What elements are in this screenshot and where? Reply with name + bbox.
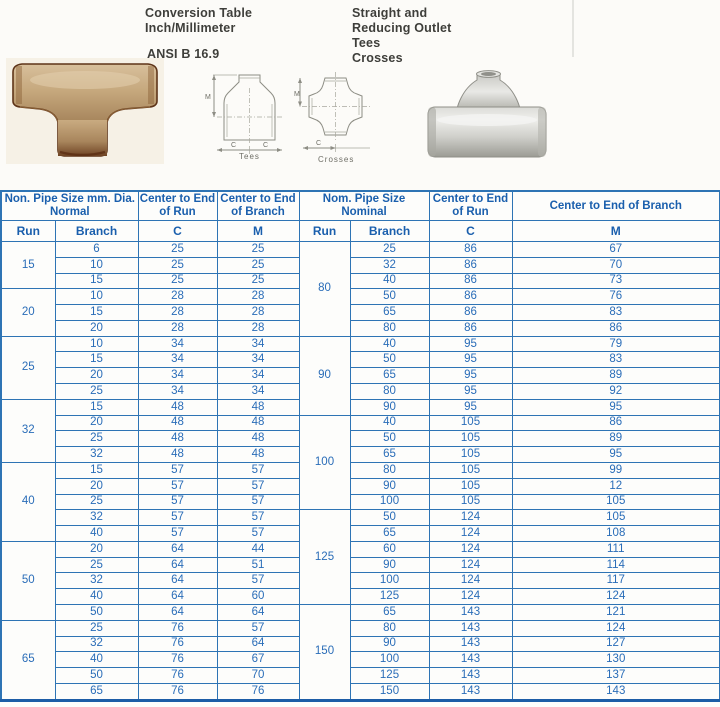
left-c-cell: 57 xyxy=(138,462,217,478)
left-c-cell: 34 xyxy=(138,336,217,352)
right-m-cell: 83 xyxy=(512,352,720,368)
right-m-cell: 83 xyxy=(512,305,720,321)
left-c-cell: 25 xyxy=(138,242,217,258)
left-c-cell: 25 xyxy=(138,273,217,289)
left-run-cell: 40 xyxy=(1,462,55,541)
right-c-cell: 95 xyxy=(429,352,512,368)
table-row xyxy=(1,462,720,478)
right-c-cell: 86 xyxy=(429,320,512,336)
right-c-cell: 95 xyxy=(429,384,512,400)
left-branch-cell: 25 xyxy=(55,494,138,510)
right-m-cell: 76 xyxy=(512,289,720,305)
left-branch-cell: 20 xyxy=(55,541,138,557)
right-c-column-header: C xyxy=(429,221,512,242)
right-c-cell: 86 xyxy=(429,242,512,258)
table-row xyxy=(1,652,720,668)
left-c-cell: 76 xyxy=(138,652,217,668)
left-c-cell: 57 xyxy=(138,478,217,494)
left-m-cell: 48 xyxy=(217,415,299,431)
left-m-cell: 48 xyxy=(217,447,299,463)
left-m-cell: 34 xyxy=(217,336,299,352)
left-m-cell: 64 xyxy=(217,604,299,620)
right-m-cell: 95 xyxy=(512,399,720,415)
right-c-cell: 105 xyxy=(429,447,512,463)
left-m-cell: 25 xyxy=(217,273,299,289)
right-m-cell: 89 xyxy=(512,368,720,384)
left-center-to-end-branch-header: Center to End of Branch xyxy=(217,191,299,221)
table-row xyxy=(1,526,720,542)
left-branch-cell: 15 xyxy=(55,399,138,415)
table-row xyxy=(1,557,720,573)
left-branch-cell: 15 xyxy=(55,352,138,368)
left-branch-cell: 32 xyxy=(55,447,138,463)
right-m-cell: 124 xyxy=(512,620,720,636)
right-m-cell: 89 xyxy=(512,431,720,447)
left-c-cell: 48 xyxy=(138,447,217,463)
left-m-cell: 70 xyxy=(217,668,299,684)
table-row xyxy=(1,589,720,605)
left-c-cell: 76 xyxy=(138,620,217,636)
top-divider-line xyxy=(572,0,574,57)
right-c-cell: 95 xyxy=(429,399,512,415)
right-m-cell: 86 xyxy=(512,320,720,336)
right-branch-cell: 65 xyxy=(350,368,429,384)
left-branch-cell: 32 xyxy=(55,636,138,652)
right-branch-cell: 150 xyxy=(350,683,429,700)
left-c-cell: 28 xyxy=(138,305,217,321)
right-m-cell: 73 xyxy=(512,273,720,289)
left-center-to-end-run-header: Center to End of Run xyxy=(138,191,217,221)
left-branch-cell: 10 xyxy=(55,289,138,305)
left-branch-cell: 50 xyxy=(55,668,138,684)
table-row xyxy=(1,368,720,384)
table-row xyxy=(1,604,720,620)
right-c-cell: 143 xyxy=(429,668,512,684)
right-run-cell: 90 xyxy=(299,336,350,415)
right-branch-cell: 90 xyxy=(350,636,429,652)
right-c-cell: 124 xyxy=(429,510,512,526)
left-branch-cell: 25 xyxy=(55,384,138,400)
left-branch-cell: 40 xyxy=(55,589,138,605)
left-m-cell: 34 xyxy=(217,352,299,368)
left-branch-cell: 6 xyxy=(55,242,138,258)
left-branch-cell: 32 xyxy=(55,510,138,526)
right-branch-cell: 50 xyxy=(350,352,429,368)
right-branch-cell: 80 xyxy=(350,320,429,336)
right-m-cell: 99 xyxy=(512,462,720,478)
left-m-cell: 57 xyxy=(217,526,299,542)
right-branch-cell: 40 xyxy=(350,273,429,289)
right-c-cell: 86 xyxy=(429,305,512,321)
right-branch-column-header: Branch xyxy=(350,221,429,242)
left-c-cell: 64 xyxy=(138,604,217,620)
right-m-cell: 95 xyxy=(512,447,720,463)
left-branch-cell: 65 xyxy=(55,683,138,700)
left-c-cell: 25 xyxy=(138,257,217,273)
left-m-cell: 48 xyxy=(217,399,299,415)
right-branch-cell: 100 xyxy=(350,494,429,510)
left-c-cell: 76 xyxy=(138,668,217,684)
right-branch-cell: 100 xyxy=(350,652,429,668)
right-c-cell: 86 xyxy=(429,289,512,305)
right-center-to-end-run-header: Center to End of Run xyxy=(429,191,512,221)
table-row xyxy=(1,242,720,258)
left-branch-cell: 15 xyxy=(55,462,138,478)
left-m-cell: 28 xyxy=(217,289,299,305)
right-m-cell: 70 xyxy=(512,257,720,273)
table-section xyxy=(0,190,720,702)
right-m-cell: 79 xyxy=(512,336,720,352)
right-c-cell: 124 xyxy=(429,526,512,542)
left-c-cell: 64 xyxy=(138,541,217,557)
left-c-cell: 64 xyxy=(138,557,217,573)
left-m-cell: 34 xyxy=(217,384,299,400)
right-branch-cell: 90 xyxy=(350,399,429,415)
right-m-cell: 121 xyxy=(512,604,720,620)
table-row xyxy=(1,668,720,684)
left-branch-cell: 25 xyxy=(55,431,138,447)
right-m-cell: 137 xyxy=(512,668,720,684)
left-c-cell: 57 xyxy=(138,494,217,510)
bronze-tee-photo xyxy=(6,58,164,164)
right-c-cell: 105 xyxy=(429,431,512,447)
right-branch-cell: 65 xyxy=(350,447,429,463)
left-m-cell: 57 xyxy=(217,494,299,510)
left-run-cell: 15 xyxy=(1,242,55,289)
left-m-cell: 28 xyxy=(217,320,299,336)
title-line-1: Conversion Table xyxy=(145,6,253,20)
right-run-column-header: Run xyxy=(299,221,350,242)
page-header xyxy=(0,0,720,190)
table-row xyxy=(1,305,720,321)
right-branch-cell: 125 xyxy=(350,589,429,605)
right-m-cell: 105 xyxy=(512,494,720,510)
right-run-cell: 80 xyxy=(299,242,350,337)
left-c-cell: 28 xyxy=(138,320,217,336)
right-m-cell: 86 xyxy=(512,415,720,431)
table-row xyxy=(1,620,720,636)
left-run-cell: 50 xyxy=(1,541,55,620)
left-m-cell: 28 xyxy=(217,305,299,321)
right-m-cell: 111 xyxy=(512,541,720,557)
left-m-cell: 25 xyxy=(217,242,299,258)
left-branch-cell: 32 xyxy=(55,573,138,589)
product-subtitle xyxy=(352,6,452,66)
table-row xyxy=(1,273,720,289)
right-m-cell: 105 xyxy=(512,510,720,526)
left-branch-cell: 50 xyxy=(55,604,138,620)
right-c-cell: 95 xyxy=(429,368,512,384)
right-c-cell: 105 xyxy=(429,478,512,494)
left-branch-column-header: Branch xyxy=(55,221,138,242)
table-header-row-groups xyxy=(1,191,720,221)
right-c-cell: 143 xyxy=(429,604,512,620)
crosses-diagram xyxy=(294,70,378,164)
table-row xyxy=(1,573,720,589)
right-m-cell: 12 xyxy=(512,478,720,494)
left-branch-cell: 20 xyxy=(55,478,138,494)
left-run-cell: 32 xyxy=(1,399,55,462)
left-m-cell: 57 xyxy=(217,462,299,478)
left-branch-cell: 15 xyxy=(55,273,138,289)
right-m-cell: 117 xyxy=(512,573,720,589)
tees-m-dim-label: M xyxy=(205,94,211,101)
tees-diagram xyxy=(203,64,291,160)
left-m-cell: 76 xyxy=(217,683,299,700)
right-branch-cell: 40 xyxy=(350,336,429,352)
right-c-cell: 143 xyxy=(429,636,512,652)
right-branch-cell: 32 xyxy=(350,257,429,273)
left-m-cell: 57 xyxy=(217,510,299,526)
subtitle-line-2: Reducing Outlet xyxy=(352,21,452,35)
left-branch-cell: 20 xyxy=(55,368,138,384)
table-row xyxy=(1,541,720,557)
right-c-cell: 95 xyxy=(429,336,512,352)
table-row xyxy=(1,384,720,400)
table-row xyxy=(1,289,720,305)
left-c-cell: 48 xyxy=(138,431,217,447)
right-branch-cell: 125 xyxy=(350,668,429,684)
right-center-to-end-branch-header: Center to End of Branch xyxy=(512,191,720,221)
left-c-cell: 34 xyxy=(138,384,217,400)
right-m-cell: 143 xyxy=(512,683,720,700)
subtitle-line-3: Tees xyxy=(352,36,381,50)
left-c-cell: 57 xyxy=(138,526,217,542)
left-c-cell: 48 xyxy=(138,399,217,415)
right-branch-cell: 80 xyxy=(350,620,429,636)
right-c-cell: 86 xyxy=(429,273,512,289)
left-branch-cell: 20 xyxy=(55,320,138,336)
left-c-cell: 64 xyxy=(138,573,217,589)
table-row xyxy=(1,336,720,352)
left-m-cell: 57 xyxy=(217,478,299,494)
title-line-2: Inch/Millimeter xyxy=(145,21,236,35)
tees-c-dim-label-1: C xyxy=(231,142,237,149)
left-branch-cell: 10 xyxy=(55,257,138,273)
right-c-cell: 124 xyxy=(429,557,512,573)
left-branch-cell: 25 xyxy=(55,557,138,573)
table-row xyxy=(1,352,720,368)
ansi-standard-label: ANSI B 16.9 xyxy=(147,47,220,61)
right-branch-cell: 50 xyxy=(350,289,429,305)
left-branch-cell: 20 xyxy=(55,415,138,431)
right-branch-cell: 65 xyxy=(350,526,429,542)
right-c-cell: 143 xyxy=(429,652,512,668)
left-c-cell: 28 xyxy=(138,289,217,305)
left-c-cell: 64 xyxy=(138,589,217,605)
left-m-cell: 51 xyxy=(217,557,299,573)
right-c-cell: 105 xyxy=(429,462,512,478)
left-run-cell: 20 xyxy=(1,289,55,336)
right-branch-cell: 80 xyxy=(350,462,429,478)
left-branch-cell: 25 xyxy=(55,620,138,636)
left-m-column-header: M xyxy=(217,221,299,242)
tees-c-dim-label-2: C xyxy=(263,142,269,149)
right-c-cell: 124 xyxy=(429,589,512,605)
right-c-cell: 105 xyxy=(429,494,512,510)
conversion-table-title xyxy=(145,6,252,36)
right-branch-cell: 60 xyxy=(350,541,429,557)
subtitle-line-1: Straight and xyxy=(352,6,428,20)
right-size-group-header: Nom. Pipe Size Nominal xyxy=(299,191,429,221)
left-m-cell: 67 xyxy=(217,652,299,668)
right-branch-cell: 100 xyxy=(350,573,429,589)
right-m-cell: 67 xyxy=(512,242,720,258)
conversion-table xyxy=(0,190,720,702)
table-row xyxy=(1,257,720,273)
left-m-cell: 57 xyxy=(217,620,299,636)
right-branch-cell: 50 xyxy=(350,510,429,526)
left-c-cell: 34 xyxy=(138,352,217,368)
left-c-cell: 76 xyxy=(138,636,217,652)
left-run-column-header: Run xyxy=(1,221,55,242)
table-row xyxy=(1,320,720,336)
left-run-cell: 25 xyxy=(1,336,55,399)
right-m-cell: 108 xyxy=(512,526,720,542)
left-c-cell: 57 xyxy=(138,510,217,526)
right-branch-cell: 25 xyxy=(350,242,429,258)
right-branch-cell: 65 xyxy=(350,305,429,321)
crosses-diagram-label: Crosses xyxy=(318,155,355,164)
left-m-cell: 60 xyxy=(217,589,299,605)
left-c-cell: 76 xyxy=(138,683,217,700)
left-branch-cell: 10 xyxy=(55,336,138,352)
right-m-cell: 130 xyxy=(512,652,720,668)
table-header-row-columns xyxy=(1,221,720,242)
crosses-c-dim-label: C xyxy=(316,140,322,147)
left-branch-cell: 40 xyxy=(55,526,138,542)
right-branch-cell: 65 xyxy=(350,604,429,620)
left-m-cell: 25 xyxy=(217,257,299,273)
left-m-cell: 48 xyxy=(217,431,299,447)
right-branch-cell: 50 xyxy=(350,431,429,447)
table-row xyxy=(1,683,720,700)
left-c-cell: 48 xyxy=(138,415,217,431)
right-branch-cell: 40 xyxy=(350,415,429,431)
table-row xyxy=(1,478,720,494)
tees-diagram-label: Tees xyxy=(239,152,260,160)
right-branch-cell: 90 xyxy=(350,478,429,494)
right-branch-cell: 80 xyxy=(350,384,429,400)
right-run-cell: 150 xyxy=(299,604,350,700)
right-m-column-header: M xyxy=(512,221,720,242)
left-size-group-header: Non. Pipe Size mm. Dia. Normal xyxy=(1,191,138,221)
table-row xyxy=(1,431,720,447)
left-m-cell: 64 xyxy=(217,636,299,652)
right-run-cell: 125 xyxy=(299,510,350,605)
right-c-cell: 105 xyxy=(429,415,512,431)
table-row xyxy=(1,447,720,463)
table-row xyxy=(1,636,720,652)
left-m-cell: 57 xyxy=(217,573,299,589)
right-m-cell: 127 xyxy=(512,636,720,652)
left-c-cell: 34 xyxy=(138,368,217,384)
left-branch-cell: 15 xyxy=(55,305,138,321)
left-m-cell: 44 xyxy=(217,541,299,557)
reducing-tee-photo xyxy=(424,62,550,164)
left-run-cell: 65 xyxy=(1,620,55,700)
right-run-cell: 100 xyxy=(299,415,350,510)
table-row xyxy=(1,415,720,431)
right-c-cell: 86 xyxy=(429,257,512,273)
left-branch-cell: 40 xyxy=(55,652,138,668)
crosses-m-dim-label: M xyxy=(294,91,300,98)
right-c-cell: 143 xyxy=(429,620,512,636)
table-row xyxy=(1,494,720,510)
right-m-cell: 92 xyxy=(512,384,720,400)
left-m-cell: 34 xyxy=(217,368,299,384)
right-m-cell: 114 xyxy=(512,557,720,573)
right-m-cell: 124 xyxy=(512,589,720,605)
right-c-cell: 143 xyxy=(429,683,512,700)
left-c-column-header: C xyxy=(138,221,217,242)
right-c-cell: 124 xyxy=(429,541,512,557)
table-row xyxy=(1,510,720,526)
table-row xyxy=(1,399,720,415)
subtitle-line-4: Crosses xyxy=(352,51,403,65)
right-c-cell: 124 xyxy=(429,573,512,589)
right-branch-cell: 90 xyxy=(350,557,429,573)
